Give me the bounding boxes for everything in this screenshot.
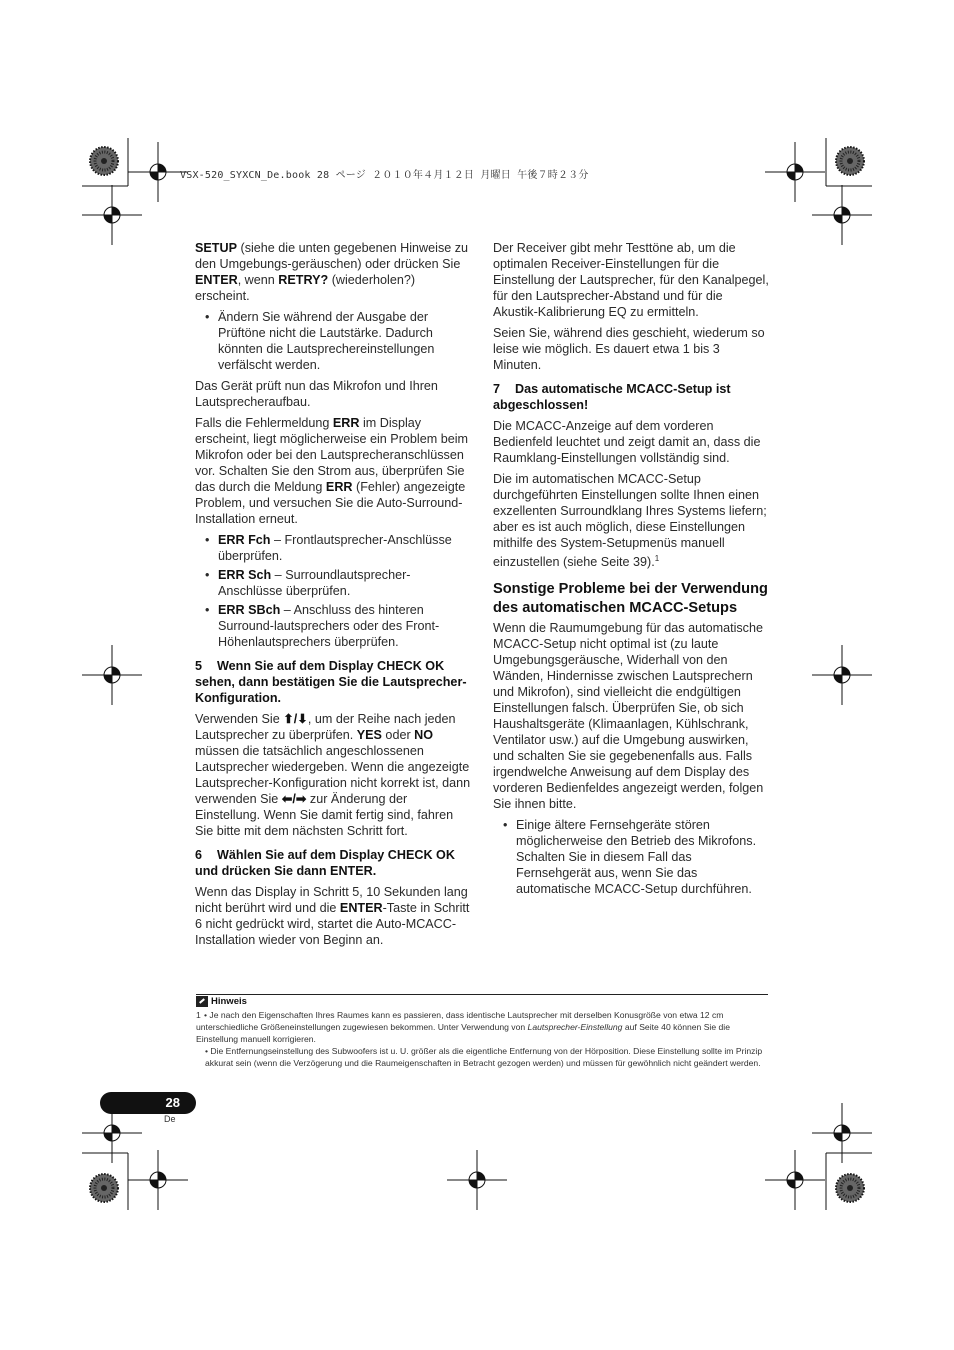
section-title: Sonstige Probleme bei der Verwendung des automatischen MCACC-Setups	[493, 581, 768, 616]
list-item: • ERR SBch – Anschluss des hinteren Surround-lautsprechers oder des Front-Höhenlautsprechers überprüfen.	[195, 602, 471, 650]
note-title: Hinweis	[211, 996, 247, 1007]
step-6-body: Wenn das Display in Schritt 5, 10 Sekunden lang nicht berührt wird und die ENTER-Taste in Schritt 6 nicht gedrückt wird, startet die Auto-MCACC-Installation wieder von Beginn an.	[195, 885, 470, 947]
page-number-badge	[100, 1092, 196, 1114]
paragraph-quiet: Seien Sie, während dies geschieht, wiederum so leise wie möglich. Es dauert etwa 1 bis 3 Minuten.	[493, 326, 765, 372]
footnote-1b: • Die Entfernungseinstellung des Subwoofers ist u. U. größer als die eigentliche Entfernung von der Hörposition. Diese Einstellung sollte im Prinzip akkurat sein (wenn die Verzögerung und die Raumeigenschaften in Betracht gezogen werden) und müssen für gewöhnlich nicht geändert werden.	[205, 1046, 763, 1068]
list-item: • Ändern Sie während der Ausgabe der Prüftöne nicht die Lautstärke. Dadurch könnten die Lautsprechereinstellungen verfälscht werden.	[195, 309, 471, 373]
error-code-list	[195, 532, 471, 650]
print-header: VSX-520_SYXCN_De.book 28 ページ ２０１０年４月１２日 月曜日 午後７時２３分	[180, 170, 589, 181]
paragraph-testtones: Der Receiver gibt mehr Testtöne ab, um die optimalen Receiver-Einstellungen für die Einstellung der Lautsprecher, für den Kanalpegel, für den Lautsprecher-Abstand und für die Akustik-Kalibrierung EQ zu ermitteln.	[493, 241, 769, 319]
right-column	[493, 240, 769, 902]
footnote-1a: 1 • Je nach den Eigenschaften Ihres Raumes kann es passieren, dass identische Lautsprecher mit derselben Konusgröße von etwa 12 cm unterschiedliche Größeneinstellungen zugewiesen bekommen. Unter Verwendung von Lautsprecher-Einstellung auf Seite 40 können Sie die Einstellung manuell korrigieren.	[196, 1010, 730, 1044]
paragraph-error: Falls die Fehlermeldung ERR im Display erscheint, liegt möglicherweise ein Problem beim Mikrofon oder bei den Lautsprecheranschlüssen vor. Schalten Sie den Strom aus, überprüfen Sie das durch die Meldung ERR (Fehler) angezeigte Problem, und versuchen Sie die Auto-Surround-Installation erneut.	[195, 416, 468, 526]
registration-star-top-left	[90, 147, 118, 175]
language-code: De	[164, 1114, 176, 1124]
paragraph-settings: Die im automatischen MCACC-Setup durchgeführten Einstellungen sollte Ihnen einen exzellenten Surroundklang Ihres Systems liefern; aber es ist auch möglich, diese Einstellungen mithilfe des System-Setupmenüs manuell einzustellen (siehe Seite 39).$^1$	[493, 472, 767, 569]
left-column	[195, 240, 471, 953]
volume-warning-list	[195, 309, 471, 373]
page-number: 28	[165, 1095, 180, 1110]
step-7-heading: 7 Das automatische MCACC-Setup ist abgeschlossen!	[493, 382, 731, 412]
footnote-ref: 1	[654, 554, 660, 563]
tv-note-list	[493, 817, 769, 897]
note-pencil-icon	[196, 996, 208, 1007]
paragraph-check: Das Gerät prüft nun das Mikrofon und Ihren Lautsprecheraufbau.	[195, 379, 438, 409]
paragraph-environment: Wenn die Raumumgebung für das automatische MCACC-Setup nicht optimal ist (zu laute Umgebungsgeräusche, Widerhall von den Wänden, Hindernisse zwischen Lautsprechern und Mikrofon), sind vielleicht die endgültigen Einstellungen falsch. Überprüfen Sie, ob sich Haushaltsgeräte (Klimaanlagen, Kühlschrank, Ventilator usw.) auf die Umgebung auswirken, und schalten Sie sie gegebenenfalls aus. Falls irgendwelche Anweisung auf dem Display des vorderen Bedienfeldes angezeigt werden, folgen Sie ihnen bitte.	[493, 621, 764, 811]
paragraph-setup: SETUP (siehe die unten gegebenen Hinweise zu den Umgebungs-geräuschen) oder drücken Sie ENTER, wenn RETRY? (wiederholen?) erscheint.	[195, 241, 469, 303]
list-item: • ERR Fch – Frontlautsprecher-Anschlüsse überprüfen.	[195, 532, 471, 564]
step-5-heading: 5 Wenn Sie auf dem Display CHECK OK sehen, dann bestätigen Sie die Lautsprecher-Konfiguration.	[195, 659, 467, 705]
note-divider	[196, 994, 768, 995]
step-5-body: Verwenden Sie ⬆/⬇, um der Reihe nach jeden Lautsprecher zu überprüfen. YES oder NO müssen die tatsächlich angeschlossenen Lautsprecher wiedergeben. Wenn die angezeigte Lautsprecher-Konfiguration nicht korrekt ist, dann verwenden Sie ⬅/➡ zur Änderung der Einstellung. Wenn Sie damit fertig sind, fahren Sie bitte mit dem nächsten Schritt fort.	[195, 712, 471, 838]
list-item: • Einige ältere Fernsehgeräte stören möglicherweise den Betrieb des Mikrofons. Schalten Sie in diesem Fall das Fernsehgerät aus, wenn Sie das automatische MCACC-Setup durchführen.	[493, 817, 769, 897]
paragraph-mcacc-indicator: Die MCACC-Anzeige auf dem vorderen Bedienfeld leuchtet und zeigt damit an, dass die Raumklang-Einstellungen vollständig sind.	[493, 419, 761, 465]
step-6-heading: 6 Wählen Sie auf dem Display CHECK OK und drücken Sie dann ENTER.	[195, 848, 455, 878]
footnotes	[196, 1009, 768, 1069]
list-item: • ERR Sch – Surroundlautsprecher-Anschlüsse überprüfen.	[195, 567, 471, 599]
